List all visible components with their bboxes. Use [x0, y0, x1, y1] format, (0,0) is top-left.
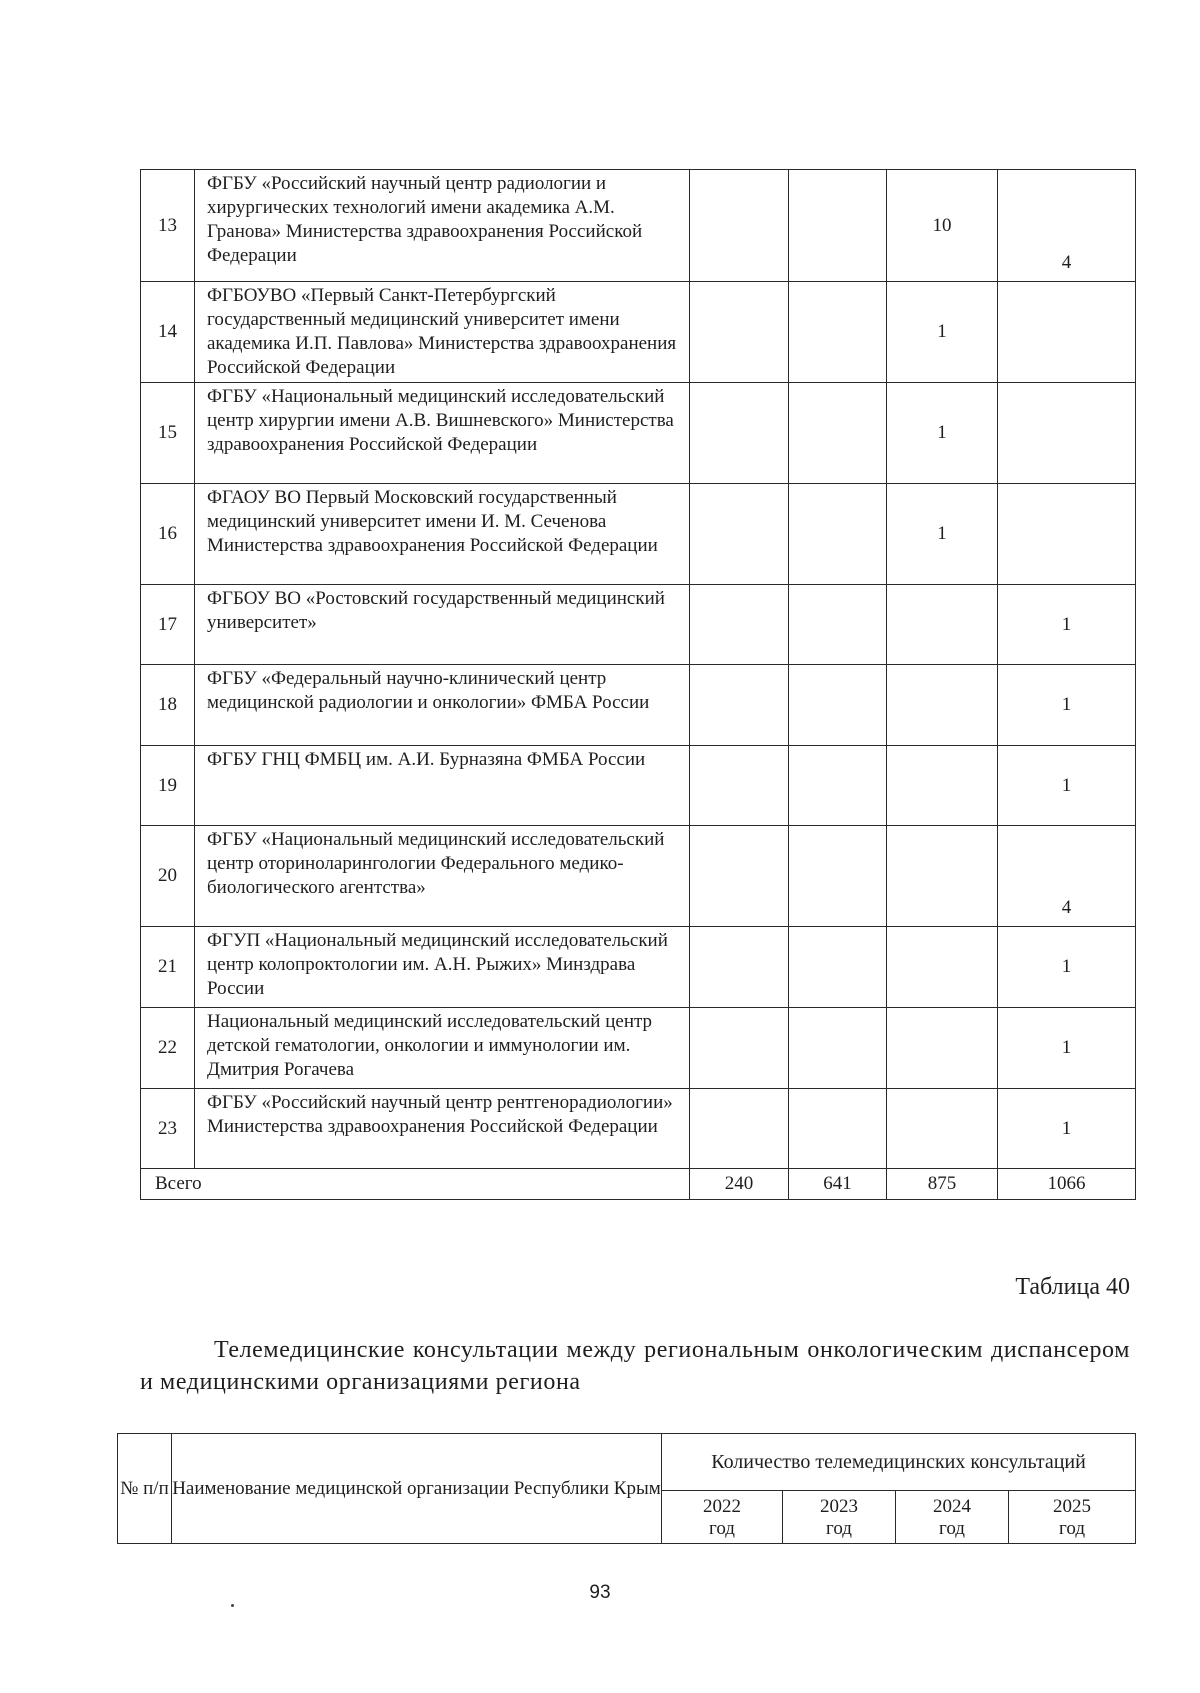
organization-name: ФГБОУ ВО «Ростовский государственный медицинский университет»	[195, 585, 690, 665]
value-2025: 1	[998, 746, 1136, 826]
column-header-consultation-count: Количество телемедицинских консультаций	[662, 1434, 1136, 1491]
value-2024: 1	[887, 484, 998, 585]
year-unit: год	[939, 1518, 965, 1539]
table-row	[141, 170, 1136, 282]
table-row	[141, 665, 1136, 746]
total-label: Всего	[141, 1169, 690, 1200]
value-2025: 4	[998, 826, 1136, 927]
organization-name: ФГБУ «Национальный медицинский исследовательский центр хирургии имени А.В. Вишневского» Министерства здравоохранения Российской Федерации	[195, 383, 690, 484]
value-2023	[789, 1089, 887, 1169]
value-2023	[789, 282, 887, 383]
value-2025	[998, 282, 1136, 383]
total-2024: 875	[887, 1169, 998, 1200]
value-2022	[690, 585, 789, 665]
value-2024	[887, 826, 998, 927]
table-40-header	[117, 1433, 1136, 1544]
table-heading: Телемедицинские консультации между региональным онкологическим диспансером и медицинскими организациями региона	[140, 1337, 1130, 1395]
consultations-table-continued	[140, 169, 1136, 1200]
table-row	[141, 282, 1136, 383]
year-value: 2024	[933, 1496, 971, 1517]
value-2025: 1	[998, 1008, 1136, 1089]
column-header-number: № п/п	[118, 1434, 172, 1544]
value-2025: 1	[998, 1089, 1136, 1169]
organization-name: ФГБУ «Национальный медицинский исследовательский центр оториноларингологии Федерального медико-биологического агентства»	[195, 826, 690, 927]
value-2022	[690, 927, 789, 1008]
value-2024	[887, 585, 998, 665]
value-2023	[789, 746, 887, 826]
scan-speck	[231, 1604, 234, 1607]
value-2022	[690, 746, 789, 826]
value-2022	[690, 1089, 789, 1169]
row-number: 20	[141, 826, 195, 927]
table-row	[141, 927, 1136, 1008]
value-2025: 1	[998, 665, 1136, 746]
row-number: 15	[141, 383, 195, 484]
year-unit: год	[1059, 1518, 1085, 1539]
value-2023	[789, 665, 887, 746]
value-2025: 1	[998, 585, 1136, 665]
row-number: 17	[141, 585, 195, 665]
column-header-year	[896, 1491, 1009, 1544]
table-row	[141, 1089, 1136, 1169]
column-header-organization: Наименование медицинской организации Республики Крым	[172, 1434, 662, 1544]
value-2023	[789, 927, 887, 1008]
table-row	[141, 1008, 1136, 1089]
value-2023	[789, 170, 887, 282]
total-2025: 1066	[998, 1169, 1136, 1200]
row-number: 14	[141, 282, 195, 383]
row-number: 21	[141, 927, 195, 1008]
row-number: 16	[141, 484, 195, 585]
value-2024: 1	[887, 282, 998, 383]
value-2022	[690, 665, 789, 746]
table-row	[141, 746, 1136, 826]
value-2024	[887, 1008, 998, 1089]
page-number: 93	[589, 1582, 611, 1603]
value-2023	[789, 484, 887, 585]
table-row	[141, 585, 1136, 665]
value-2023	[789, 826, 887, 927]
row-number: 18	[141, 665, 195, 746]
table-row	[141, 484, 1136, 585]
value-2022	[690, 484, 789, 585]
total-row	[141, 1169, 1136, 1200]
organization-name: ФГБУ «Федеральный научно-клинический центр медицинской радиологии и онкологии» ФМБА России	[195, 665, 690, 746]
value-2022	[690, 170, 789, 282]
total-2022: 240	[690, 1169, 789, 1200]
organization-name: ФГУП «Национальный медицинский исследовательский центр колопроктологии им. А.Н. Рыжих» Минздрава России	[195, 927, 690, 1008]
value-2024: 1	[887, 383, 998, 484]
row-number: 19	[141, 746, 195, 826]
value-2024	[887, 746, 998, 826]
value-2023	[789, 1008, 887, 1089]
organization-name: ФГБОУВО «Первый Санкт-Петербургский государственный медицинский университет имени академика И.П. Павлова» Министерства здравоохранения Российской Федерации	[195, 282, 690, 383]
row-number: 22	[141, 1008, 195, 1089]
year-value: 2022	[703, 1496, 741, 1517]
value-2025	[998, 484, 1136, 585]
row-number: 23	[141, 1089, 195, 1169]
value-2022	[690, 383, 789, 484]
row-number: 13	[141, 170, 195, 282]
value-2024	[887, 665, 998, 746]
organization-name: ФГБУ «Российский научный центр радиологии и хирургических технологий имени академика А.М. Гранова» Министерства здравоохранения Российской Федерации	[195, 170, 690, 282]
column-header-year	[1009, 1491, 1136, 1544]
value-2024	[887, 927, 998, 1008]
value-2023	[789, 383, 887, 484]
value-2023	[789, 585, 887, 665]
table-row	[141, 826, 1136, 927]
year-value: 2025	[1053, 1496, 1092, 1517]
value-2024: 10	[887, 170, 998, 282]
year-value: 2023	[820, 1496, 858, 1517]
year-unit: год	[826, 1518, 852, 1539]
year-unit: год	[709, 1518, 735, 1539]
organization-name: ФГАОУ ВО Первый Московский государственный медицинский университет имени И. М. Сеченова Министерства здравоохранения Российской Федерации	[195, 484, 690, 585]
value-2025: 1	[998, 927, 1136, 1008]
organization-name: Национальный медицинский исследовательский центр детской гематологии, онкологии и иммунологии им. Дмитрия Рогачева	[195, 1008, 690, 1089]
column-header-year	[783, 1491, 896, 1544]
value-2024	[887, 1089, 998, 1169]
organization-name: ФГБУ «Российский научный центр рентгенорадиологии» Министерства здравоохранения Российской Федерации	[195, 1089, 690, 1169]
value-2025	[998, 383, 1136, 484]
value-2022	[690, 1008, 789, 1089]
total-2023: 641	[789, 1169, 887, 1200]
column-header-year	[662, 1491, 783, 1544]
value-2022	[690, 826, 789, 927]
table-caption: Таблица 40	[1015, 1274, 1130, 1300]
organization-name: ФГБУ ГНЦ ФМБЦ им. А.И. Бурназяна ФМБА России	[195, 746, 690, 826]
table-row	[141, 383, 1136, 484]
value-2025: 4	[998, 170, 1136, 282]
value-2022	[690, 282, 789, 383]
